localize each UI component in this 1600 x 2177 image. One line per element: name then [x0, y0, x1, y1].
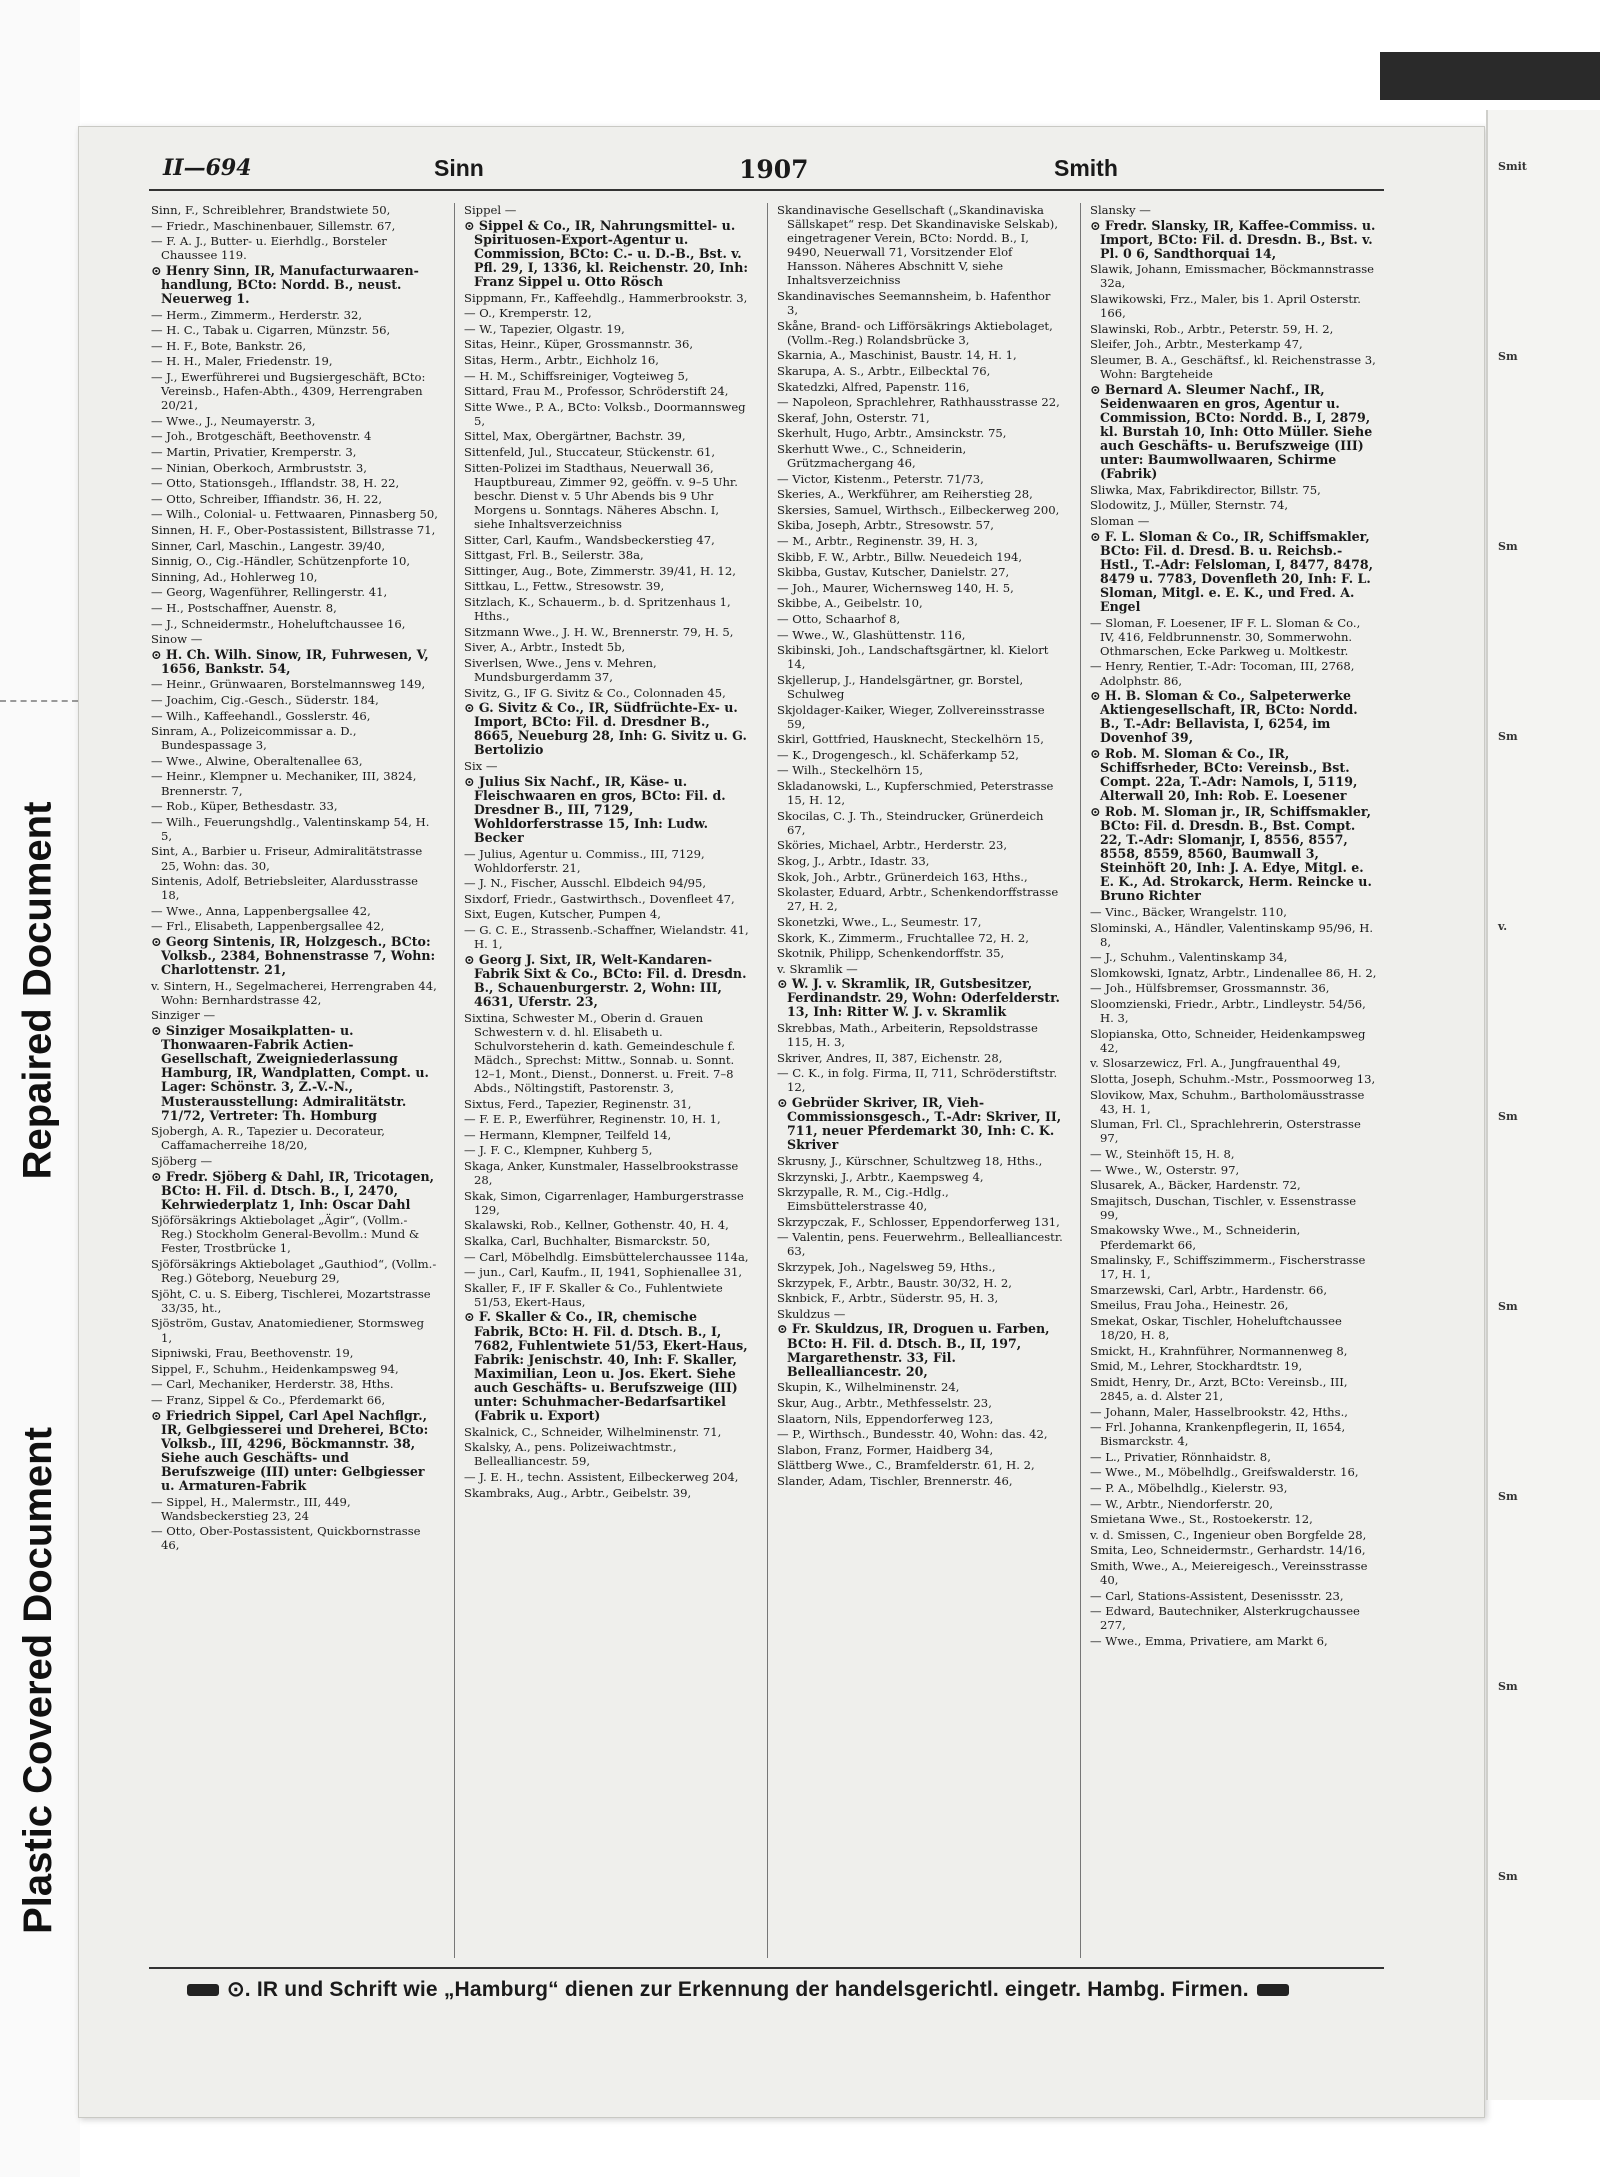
directory-entry: — H. C., Tabak u. Cigarren, Münzstr. 56,	[151, 323, 391, 338]
directory-entry: Sleumer, B. A., Geschäftsf., kl. Reichenstrasse 3, Wohn: Bargteheide	[1090, 352, 1376, 382]
footer-rule	[149, 1967, 1384, 1969]
adjacent-page-fragment: Sm	[1498, 1490, 1518, 1503]
adjacent-page-fragment: Sm	[1498, 1870, 1518, 1883]
column-divider	[454, 203, 455, 1958]
header-rule	[149, 189, 1384, 191]
page-number: II—694	[163, 155, 252, 181]
directory-entry: Skak, Simon, Cigarrenlager, Hamburgerstrasse 129,	[464, 1188, 744, 1217]
directory-entry: Skrzypczak, F., Schlosser, Eppendorferweg 131,	[777, 1214, 1060, 1229]
directory-entry: Smietana Wwe., St., Rostoekerstr. 12,	[1090, 1512, 1313, 1527]
directory-entry: Sittenfeld, Jul., Stuccateur, Stückenstr. 61,	[464, 445, 716, 459]
directory-entry: Sloomzienski, Friedr., Arbtr., Lindleystr. 54/56, H. 3,	[1090, 997, 1366, 1026]
directory-entry: Skambraks, Aug., Arbtr., Geibelstr. 39,	[464, 1485, 692, 1500]
firm-entry: ⊙ Georg J. Sixt, IR, Welt-Kandaren-Fabrik Sixt & Co., BCto: Fil. d. Dresdn. B., Schauenburgerstr. 2, Wohn: III, 4631, Uferstr. 23,	[464, 951, 747, 1009]
directory-entry: Skandinavisches Seemannsheim, b. Hafenthor 3,	[777, 289, 1051, 318]
directory-entry: — C. K., in folg. Firma, II, 711, Schröderstiftstr. 12,	[777, 1066, 1058, 1095]
directory-entry: — Joachim, Cig.-Gesch., Süderstr. 184,	[151, 693, 379, 707]
directory-entry: Sitter, Carl, Kaufm., Wandsbeckerstieg 47,	[464, 532, 715, 547]
directory-entry: Sixtina, Schwester M., Oberin d. Grauen Schwestern v. d. hl. Elisabeth u. Schulvorsteherin d. kath. Gemeindeschule f. Mädch., Sprechst: Mittw., Sonnab. u. Sonnt. 12–1, Mont., Dienst., Donnerst. u. Freit. 7–8 Abds., Nöltingstift, Pastorenstr. 3,	[464, 1010, 736, 1096]
directory-entry: — Henry, Rentier, T.-Adr: Tocoman, III, 2768, Adolphstr. 86,	[1090, 659, 1355, 688]
directory-entry: — Otto, Schaarhof 8,	[777, 612, 901, 627]
directory-entry: — Valentin, pens. Feuerwehrm., Bellealliancestr. 63,	[777, 1230, 1063, 1259]
repaired-document-text: Repaired Document	[15, 801, 60, 1179]
directory-entry: — Victor, Kistenm., Peterstr. 71/73,	[777, 471, 984, 486]
directory-entry: — J. N., Fischer, Ausschl. Elbdeich 94/95,	[464, 876, 707, 891]
directory-entry: Slansky —	[1090, 203, 1151, 217]
running-head-left: Sinn	[434, 155, 484, 181]
directory-entry: Slomkowski, Ignatz, Arbtr., Lindenallee 86, H. 2,	[1090, 965, 1377, 980]
directory-entry: — Wilh., Kaffeehandl., Gosslerstr. 46,	[151, 708, 371, 723]
directory-entry: — Friedr., Maschinenbauer, Sillemstr. 67,	[151, 218, 396, 233]
directory-entry: — H. F., Bote, Bankstr. 26,	[151, 338, 307, 353]
directory-entry: — F. E. P., Ewerführer, Reginenstr. 10, H. 1,	[464, 1112, 721, 1127]
directory-entry: Skaller, F., IF F. Skaller & Co., Fuhlentwiete 51/53, Ekert-Haus,	[464, 1280, 723, 1309]
directory-entry: Smajitsch, Duschan, Tischler, v. Essenstrasse 99,	[1090, 1193, 1357, 1222]
directory-entry: Sjöht, C. u. S. Eiberg, Tischlerei, Mozartstrasse 33/35, ht.,	[151, 1286, 431, 1315]
directory-entry: — Edward, Bautechniker, Alsterkrugchaussee 277,	[1090, 1604, 1360, 1633]
directory-entry: Skatedzki, Alfred, Papenstr. 116,	[777, 379, 970, 394]
directory-entry: Six —	[464, 758, 498, 773]
directory-entry: Skalawski, Rob., Kellner, Gothenstr. 40, H. 4,	[464, 1218, 729, 1233]
directory-entry: Sliwka, Max, Fabrikdirector, Billstr. 75,	[1090, 482, 1321, 497]
directory-entry: — Vinc., Bäcker, Wrangelstr. 110,	[1090, 905, 1287, 919]
cut-line	[0, 700, 78, 702]
directory-entry: — Wilh., Colonial- u. Fettwaaren, Pinnasberg 50,	[151, 507, 438, 522]
directory-entry: — J. E. H., techn. Assistent, Eilbeckerweg 204,	[464, 1469, 739, 1484]
column-divider	[767, 203, 768, 1958]
directory-entry: Sittkau, L., Fettw., Stresowstr. 39,	[464, 579, 665, 594]
directory-entry: — H. M., Schiffsreiniger, Vogteiweg 5,	[464, 368, 689, 383]
directory-entry: — Georg, Wagenführer, Rellingerstr. 41,	[151, 585, 388, 600]
directory-entry: Sitas, Heinr., Küper, Grossmannstr. 36,	[464, 337, 694, 352]
directory-entry: Sluman, Frl. Cl., Sprachlehrerin, Osterstrasse 97,	[1090, 1117, 1361, 1146]
directory-entry: — Heinr., Grünwaaren, Borstelmannsweg 149,	[151, 677, 426, 692]
directory-entry: — Carl, Möbelhdlg. Eimsbüttelerchaussee 114a,	[464, 1249, 749, 1264]
directory-entry: Slawinski, Rob., Arbtr., Peterstr. 59, H. 2,	[1090, 321, 1334, 336]
directory-entry: Smarzewski, Carl, Arbtr., Hardenstr. 66,	[1090, 1282, 1328, 1297]
directory-entry: — Wwe., Alwine, Oberaltenallee 63,	[151, 753, 363, 768]
adjacent-page-fragment: Sm	[1498, 1110, 1518, 1123]
directory-entry: Sittgast, Frl. B., Seilerstr. 38a,	[464, 548, 644, 563]
firm-entry: ⊙ W. J. v. Skramlik, IR, Gutsbesitzer, Ferdinandstr. 29, Wohn: Oderfelderstr. 13, Inh: Ritter W. J. v. Skramlik	[777, 976, 1060, 1020]
directory-entry: Sjobergh, A. R., Tapezier u. Decorateur, Caffamacherreihe 18/20,	[151, 1124, 385, 1153]
directory-entry: — J., Schneidermstr., Hoheluftchaussee 16,	[151, 616, 406, 631]
directory-entry: Sittel, Max, Obergärtner, Bachstr. 39,	[464, 429, 686, 444]
directory-entry: Skalnick, C., Schneider, Wilhelminenstr. 71,	[464, 1424, 722, 1439]
directory-entry: v. Sintern, H., Segelmacherei, Herrengraben 44, Wohn: Bernhardstrasse 42,	[151, 978, 437, 1007]
firm-entry: ⊙ H. B. Sloman & Co., Salpeterwerke Aktiengesellschaft, IR, BCto: Nordd. B., T.-Adr: Bellavista, I, 6254, im Dovenhof 39,	[1090, 688, 1358, 746]
directory-entry: Skirl, Gottfried, Hausknecht, Steckelhörn 15,	[777, 732, 1044, 747]
adjacent-page-fragment: Sm	[1498, 1680, 1518, 1693]
directory-entry: Skok, Joh., Arbtr., Grünerdeich 163, Hths.,	[777, 869, 1028, 884]
directory-entry: Sleifer, Joh., Arbtr., Mesterkamp 47,	[1090, 337, 1303, 352]
column-2	[464, 203, 751, 1958]
directory-entry: Sinn, F., Schreiblehrer, Brandstwiete 50,	[151, 203, 391, 217]
directory-entry: — J., Ewerführerei und Bugsiergeschäft, BCto: Vereinsb., Hafen-Abth., 4309, Herrengraben 20/21,	[151, 370, 426, 413]
adjacent-page-fragment: Sm	[1498, 730, 1518, 743]
directory-entry: Sinnen, H. F., Ober-Postassistent, Billstrasse 71,	[151, 522, 436, 537]
directory-page	[78, 126, 1485, 2118]
directory-entry: — O., Kremperstr. 12,	[464, 306, 592, 321]
column-4	[1090, 203, 1377, 1958]
directory-entry: — Julius, Agentur u. Commiss., III, 7129, Wohldorferstr. 21,	[464, 846, 705, 875]
directory-entry: Sinning, Ad., Hohlerweg 10,	[151, 569, 318, 584]
directory-entry: — Napoleon, Sprachlehrer, Rathhausstrasse 22,	[777, 395, 1060, 410]
directory-entry: — J., Schuhm., Valentinskamp 34,	[1090, 950, 1288, 965]
directory-entry: Skladanowski, L., Kupferschmied, Peterstrasse 15, H. 12,	[777, 779, 1054, 808]
directory-entry: Skersies, Samuel, Wirthsch., Eilbeckerweg 200,	[777, 502, 1060, 517]
directory-entry: Slopianska, Otto, Schneider, Heidenkampsweg 42,	[1090, 1026, 1366, 1055]
firm-entry: ⊙ Sippel & Co., IR, Nahrungsmittel- u. Spirituosen-Export-Agentur u. Commission, BCto: C.- u. D.-B., Bst. v. Pfl. 29, I, 1336, kl. Reichenstr. 20, Inh: Franz Sippel u. Otto Rösch	[464, 217, 749, 289]
binding-strip	[0, 0, 80, 2177]
directory-entry: — Herm., Zimmerm., Herderstr. 32,	[151, 307, 363, 322]
firm-entry: ⊙ F. Skaller & Co., IR, chemische Fabrik, BCto: H. Fil. d. Dtsch. B., I, 7682, Fuhlentwiete 51/53, Ekert-Haus, Fabrik: Jenischstr. 40, Inh: F. Skaller, Maximilian, Leon u. Jos. Ekert. Siehe auch Geschäfts- u. Berufszweige (III) unter: Schuhmacher-Bedarfsartikel (Fabrik u. Export)	[464, 1309, 748, 1424]
directory-entry: Sinziger —	[151, 1008, 216, 1023]
directory-entry: — Joh., Brotgeschäft, Beethovenstr. 4	[151, 429, 372, 444]
directory-entry: Skocilas, C. J. Th., Steindrucker, Grünerdeich 67,	[777, 808, 1044, 837]
directory-entry: — Sloman, F. Loesener, IF F. L. Sloman & Co., IV, 416, Feldbrunnenstr. 30, Sommerwohn. Othmarschen, Ecke Parkweg u. Moltkestr.	[1090, 615, 1361, 658]
directory-entry: Smidt, Henry, Dr., Arzt, BCto: Vereinsb., III, 2845, a. d. Alster 21,	[1090, 1374, 1348, 1403]
directory-entry: Skalsky, A., pens. Polizeiwachtmstr., Bellealliancestr. 59,	[464, 1440, 677, 1469]
directory-entry: — W., Arbtr., Niendorferstr. 20,	[1090, 1496, 1274, 1511]
directory-entry: — Carl, Stations-Assistent, Desenissstr. 23,	[1090, 1588, 1344, 1603]
directory-entry: — Wwe., J., Neumayerstr. 3,	[151, 413, 316, 428]
directory-entry: Skalka, Carl, Buchhalter, Bismarckstr. 50,	[464, 1233, 711, 1248]
firm-entry: ⊙ Georg Sintenis, IR, Holzgesch., BCto: Volksb., 2384, Bohnenstrasse 7, Wohn: Charlottenstr. 21,	[151, 934, 436, 978]
directory-entry: Sjöberg —	[151, 1153, 213, 1168]
directory-entry: Slaatorn, Nils, Eppendorferweg 123,	[777, 1411, 994, 1426]
directory-entry: Sixdorf, Friedr., Gastwirthsch., Dovenfleet 47,	[464, 891, 735, 906]
firm-entry: ⊙ Gebrüder Skriver, IR, Vieh-Commissionsgesch., T.-Adr: Skriver, II, 711, neuer Pferdemarkt 30, Inh: C. K. Skriver	[777, 1095, 1062, 1153]
firm-entry: ⊙ Rob. M. Sloman & Co., IR, Schiffsrheder, BCto: Vereinsb., Bst. Compt. 22a, T.-Adr: Namols, I, 5119, Alterwall 20, Inh: Rob. E. Loesener	[1090, 745, 1358, 804]
directory-entry: — Martin, Privatier, Kremperstr. 3,	[151, 445, 357, 459]
directory-entry: — Carl, Mechaniker, Herderstr. 38, Hths.	[151, 1377, 394, 1392]
directory-entry: — Otto, Ober-Postassistent, Quickbornstrasse 46,	[151, 1524, 421, 1553]
adjacent-page-fragment: Sm	[1498, 540, 1518, 553]
directory-entry: Sjöström, Gustav, Anatomiediener, Stormsweg 1,	[151, 1316, 424, 1345]
directory-entry: Skerhult, Hugo, Arbtr., Amsinckstr. 75,	[777, 426, 1007, 441]
running-head-year: 1907	[739, 155, 809, 184]
directory-entry: Skibbe, A., Geibelstr. 10,	[777, 596, 923, 611]
directory-entry: Skriver, Andres, II, 387, Eichenstr. 28,	[777, 1050, 1003, 1065]
directory-entry: Sitzlach, K., Schauerm., b. d. Spritzenhaus 1, Hths.,	[464, 594, 731, 624]
directory-entry: — P. A., Möbelhdlg., Kielerstr. 93,	[1090, 1481, 1288, 1496]
plastic-covered-text: Plastic Covered Document	[15, 1426, 60, 1934]
directory-entry: — Heinr., Klempner u. Mechaniker, III, 3824, Brennerstr. 7,	[151, 769, 417, 798]
firm-entry: ⊙ Friedrich Sippel, Carl Apel Nachflgr., IR, Gelbgiesserei und Dreherei, BCto: Volksb., III, 4296, Böckmannstr. 38, Siehe auch Geschäfts- und Berufszweige (III) unter: Gelbgiesser u. Armaturen-Fabrik	[151, 1407, 429, 1493]
directory-entry: Skrusny, J., Kürschner, Schultzweg 18, Hths.,	[777, 1153, 1043, 1168]
directory-entry: — K., Drogengesch., kl. Schäferkamp 52,	[777, 747, 1019, 762]
directory-entry: Sippel, F., Schuhm., Heidenkampsweg 94,	[151, 1361, 399, 1376]
directory-entry: Skerhutt Wwe., C., Schneiderin, Grützmachergang 46,	[777, 442, 967, 471]
firm-entry: ⊙ Sinziger Mosaikplatten- u. Thonwaaren-Fabrik Actien-Gesellschaft, Zweigniederlassung Hamburg, IR, Wandplatten, Compt. u. Lager: Schönstr. 3, Z.-V.-N., Musterausstellung: Admiralitätstr. 71/72, Vertreter: Th. Homburg	[151, 1023, 429, 1123]
directory-entry: Sinow —	[151, 632, 203, 647]
directory-entry: Skåne, Brand- och Lifförsäkrings Aktiebolaget, (Vollm.-Reg.) Rolandsbrücke 3,	[777, 318, 1053, 347]
directory-entry: Skiba, Joseph, Arbtr., Stresowstr. 57,	[777, 518, 994, 533]
directory-entry: — H. H., Maler, Friedenstr. 19,	[151, 354, 333, 369]
directory-entry: Sivitz, G., IF G. Sivitz & Co., Colonnaden 45,	[464, 685, 726, 700]
directory-entry: Sitzmann Wwe., J. H. W., Brennerstr. 79, H. 5,	[464, 624, 734, 639]
firm-entry: ⊙ Rob. M. Sloman jr., IR, Schiffsmakler, BCto: Fil. d. Dresdn. B., Bst. Compt. 22, T.-Adr: Slomanjr, I, 8556, 8557, 8558, 8559, 8560, Baumwall 3, Steinhöft 20, Inh: J. A. Edye, Mitgl. e. E. K., Ad. Strokarck, Herm. Reincke u. Bruno Richter	[1090, 803, 1372, 904]
running-head-right: Smith	[1054, 155, 1118, 181]
directory-entry: Skandinavische Gesellschaft („Skandinaviska Sällskapet“ resp. Det Skandinaviske Selskab), eingetragener Verein, BCto: Nordd. B., I, 9490, Neuerwall 71, Vorsitzender Elof Hansson. Näheres Abschnitt V, siehe Inhaltsverzeichniss	[777, 203, 1059, 288]
directory-entry: Sloman —	[1090, 513, 1150, 528]
firm-entry: ⊙ Julius Six Nachf., IR, Käse- u. Fleischwaaren en gros, BCto: Fil. d. Dresdner B., III, 7129, Wohldorferstrasse 15, Inh: Ludw. Becker	[464, 773, 726, 845]
column-divider	[1080, 203, 1081, 1958]
directory-entry: Sixt, Eugen, Kutscher, Pumpen 4,	[464, 907, 661, 922]
adjacent-page-fragment: Sm	[1498, 1300, 1518, 1313]
directory-entry: Skrzynski, J., Arbtr., Kaempsweg 4,	[777, 1169, 984, 1184]
directory-entry: Skarupa, A. S., Arbtr., Eilbecktal 76,	[777, 364, 991, 379]
directory-entry: Smita, Leo, Schneidermstr., Gerhardstr. 14/16,	[1090, 1543, 1366, 1558]
directory-entry: — F. A. J., Butter- u. Eierhdlg., Borsteler Chaussee 119.	[151, 234, 387, 263]
directory-entry: Sinnig, O., Cig.-Händler, Schützenpforte 10,	[151, 554, 411, 569]
directory-entry: Skupin, K., Wilhelminenstr. 24,	[777, 1380, 960, 1395]
directory-entry: Skibinski, Joh., Landschaftsgärtner, kl. Kielort 14,	[777, 643, 1049, 672]
directory-entry: Skeraf, John, Osterstr. 71,	[777, 410, 930, 425]
adjacent-page-fragment: Smit	[1498, 160, 1527, 173]
directory-entry: Sixtus, Ferd., Tapezier, Reginenstr. 31,	[464, 1096, 692, 1111]
directory-entry: — Franz, Sippel & Co., Pferdemarkt 66,	[151, 1392, 386, 1407]
directory-entry: Sköries, Michael, Arbtr., Herderstr. 23,	[777, 838, 1008, 853]
directory-entry: Skog, J., Arbtr., Idastr. 33,	[777, 854, 930, 869]
directory-entry: Sinram, A., Polizeicommissar a. D., Bundespassage 3,	[151, 724, 357, 753]
directory-entry: Skrebbas, Math., Arbeiterin, Repsoldstrasse 115, H. 3,	[777, 1021, 1038, 1050]
directory-entry: — Ninian, Oberkoch, Armbruststr. 3,	[151, 460, 367, 475]
directory-entry: — P., Wirthsch., Bundesstr. 40, Wohn: das. 42,	[777, 1427, 1048, 1442]
plastic-covered-label	[8, 1340, 68, 2020]
directory-entry: Sitte Wwe., P. A., BCto: Volksb., Doormannsweg 5,	[464, 399, 746, 428]
directory-entry: Smalinsky, F., Schiffszimmerm., Fischerstrasse 17, H. 1,	[1090, 1253, 1366, 1282]
footer-text: ⊙. IR und Schrift wie „Hamburg“ dienen zur Erkennung der handelsgerichtl. eingetr. Hambg. Firmen.	[227, 1978, 1249, 2001]
directory-entry: — W., Steinhöft 15, H. 8,	[1090, 1147, 1235, 1161]
directory-entry: Sitten-Polizei im Stadthaus, Neuerwall 36, Hauptbureau, Zimmer 92, geöffn. v. 9–5 Uhr. beschr. Dienst v. 5 Uhr Abends bis 9 Uhr Morgens u. Sonntags. Näheres Abschn. I, siehe Inhaltsverzeichniss	[464, 460, 738, 531]
directory-entry: Slotta, Joseph, Schuhm.-Mstr., Possmoorweg 13,	[1090, 1072, 1376, 1087]
directory-entry: Slander, Adam, Tischler, Brennerstr. 46,	[777, 1473, 1013, 1488]
column-3	[777, 203, 1064, 1958]
directory-entry: — H., Postschaffner, Auenstr. 8,	[151, 600, 337, 615]
directory-entry: Skibba, Gustav, Kutscher, Danielstr. 27,	[777, 565, 1010, 580]
firm-entry: ⊙ Fr. Skuldzus, IR, Droguen u. Farben, BCto: H. Fil. d. Dtsch. B., II, 197, Margarethenstr. 33, Fil. Bellealliancestr. 20,	[777, 1321, 1050, 1379]
directory-entry: Siverlsen, Wwe., Jens v. Mehren, Mundsburgerdamm 37,	[464, 655, 657, 684]
directory-entry: Smith, Wwe., A., Meiereigesch., Vereinsstrasse 40,	[1090, 1559, 1368, 1588]
adjacent-page-fragment: Sm	[1498, 350, 1518, 363]
directory-entry: — Joh., Maurer, Wichernsweg 140, H. 5,	[777, 580, 1014, 595]
directory-entry: Slawik, Johann, Emissmacher, Böckmannstrasse 32a,	[1090, 262, 1375, 291]
directory-entry: Sknbick, F., Arbtr., Süderstr. 95, H. 3,	[777, 1291, 999, 1306]
directory-entry: — Otto, Stationsgeh., Ifflandstr. 38, H. 22,	[151, 476, 400, 491]
directory-entry: Skibb, F. W., Arbtr., Billw. Neuedeich 194,	[777, 549, 1023, 564]
column-1	[151, 203, 438, 1958]
directory-entry: Slabon, Franz, Former, Haidberg 34,	[777, 1442, 994, 1457]
directory-entry: Skork, K., Zimmerm., Fruchtallee 72, H. 2,	[777, 930, 1029, 945]
directory-entry: Skarnia, A., Maschinist, Baustr. 14, H. 1,	[777, 348, 1017, 363]
directory-entry: — Wwe., W., Glashüttenstr. 116,	[777, 627, 966, 642]
directory-entry: Sint, A., Barbier u. Friseur, Admiralitätstrasse 25, Wohn: das. 30,	[151, 844, 423, 873]
directory-entry: Skjoldager-Kaiker, Wieger, Zollvereinsstrasse 59,	[777, 702, 1045, 731]
firm-entry: ⊙ G. Sivitz & Co., IR, Südfrüchte-Ex- u. Import, BCto: Fil. d. Dresdner B., 8665, Neueburg 28, Inh: G. Sivitz u. G. Bertolizio	[464, 700, 747, 758]
directory-entry: Skrzypek, F., Arbtr., Baustr. 30/32, H. 2,	[777, 1275, 1012, 1290]
directory-entry: — Wilh., Steckelhörn 15,	[777, 763, 924, 778]
firm-entry: ⊙ F. L. Sloman & Co., IR, Schiffsmakler, BCto: Fil. d. Dresd. B. u. Reichsb.-Hstl., T.-Adr: Felsloman, I, 8477, 8478, 8479 u. 7783, Dovenfleth 20, Inh: F. L. Sloman, Mitgl. e. E. K., und Fred. A. Engel	[1090, 528, 1373, 615]
directory-entry: — Joh., Hülfsbremser, Grossmannstr. 36,	[1090, 981, 1330, 996]
directory-entry: Slawikowski, Frz., Maler, bis 1. April Osterstr. 166,	[1090, 292, 1361, 321]
directory-entry: — Wwe., Emma, Privatiere, am Markt 6,	[1090, 1634, 1328, 1648]
scan-corner-shadow	[1380, 52, 1600, 100]
directory-entry: — Wwe., W., Osterstr. 97,	[1090, 1162, 1240, 1177]
footer-note	[179, 1977, 1379, 2007]
pointing-hand-icon	[1257, 1984, 1289, 1996]
directory-entry: Sippel —	[464, 203, 517, 217]
directory-entry: v. Slosarzewicz, Frl. A., Jungfrauenthal 49,	[1090, 1056, 1341, 1071]
directory-entry: — Johann, Maler, Hasselbrookstr. 42, Hths.,	[1090, 1404, 1348, 1419]
directory-entry: — Wilh., Feuerungshdlg., Valentinskamp 54, H. 5,	[151, 814, 430, 843]
directory-entry: Smekat, Oskar, Tischler, Hoheluftchaussee 18/20, H. 8,	[1090, 1314, 1342, 1343]
directory-entry: Sippmann, Fr., Kaffeehdlg., Hammerbrookstr. 3,	[464, 290, 748, 305]
adjacent-page-fragment: v.	[1498, 920, 1508, 933]
directory-entry: — Frl. Johanna, Krankenpflegerin, II, 1654, Bismarckstr. 4,	[1090, 1420, 1346, 1449]
directory-entry: Slodowitz, J., Müller, Sternstr. 74,	[1090, 498, 1289, 513]
directory-entry: Skur, Aug., Arbtr., Methfesselstr. 23,	[777, 1395, 992, 1410]
directory-entry: Slovikow, Max, Schuhm., Bartholomäusstrasse 43, H. 1,	[1090, 1087, 1365, 1116]
directory-entry: Sitas, Herm., Arbtr., Eichholz 16,	[464, 352, 659, 367]
directory-entry: Siver, A., Arbtr., Instedt 5b,	[464, 640, 626, 655]
directory-entry: Skrzypalle, R. M., Cig.-Hdlg., Eimsbüttelerstrasse 40,	[777, 1185, 949, 1214]
directory-entry: — G. C. E., Strassenb.-Schaffner, Wielandstr. 41, H. 1,	[464, 923, 749, 952]
directory-entry: Smeilus, Frau Joha., Heinestr. 26,	[1090, 1298, 1289, 1313]
directory-entry: Skaga, Anker, Kunstmaler, Hasselbrookstrasse 28,	[464, 1159, 739, 1188]
directory-entry: Sittard, Frau M., Professor, Schröderstift 24,	[464, 384, 729, 399]
firm-entry: ⊙ Henry Sinn, IR, Manufacturwaaren-handlung, BCto: Nordd. B., neust. Neuerweg 1.	[151, 262, 419, 307]
directory-entry: Smid, M., Lehrer, Stockhardtstr. 19,	[1090, 1359, 1303, 1374]
directory-entry: — J. F. C., Klempner, Kuhberg 5,	[464, 1143, 653, 1158]
directory-entry: — Otto, Schreiber, Iffiandstr. 36, H. 22,	[151, 491, 383, 506]
directory-entry: — Sippel, H., Malermstr., III, 449, Wandsbeckerstieg 23, 24	[151, 1494, 351, 1523]
directory-entry: Sittinger, Aug., Bote, Zimmerstr. 39/41, H. 12,	[464, 563, 736, 578]
directory-entry: Skjellerup, J., Handelsgärtner, gr. Borstel, Schulweg	[777, 672, 1024, 701]
directory-entry: Skolaster, Eduard, Arbtr., Schenkendorffstrasse 27, H. 2,	[777, 885, 1059, 914]
directory-entry: Smickt, H., Krahnführer, Normannenweg 8,	[1090, 1343, 1348, 1358]
directory-entry: — Wwe., M., Möbelhdlg., Greifswalderstr. 16,	[1090, 1465, 1359, 1480]
directory-entry: Sinner, Carl, Maschin., Langestr. 39/40,	[151, 538, 386, 553]
directory-entry: Slättberg Wwe., C., Bramfelderstr. 61, H. 2,	[777, 1458, 1035, 1473]
firm-entry: ⊙ H. Ch. Wilh. Sinow, IR, Fuhrwesen, V, 1656, Bankstr. 54,	[151, 646, 429, 676]
directory-entry: Skrzypek, Joh., Nagelsweg 59, Hths.,	[777, 1260, 996, 1275]
firm-entry: ⊙ Bernard A. Sleumer Nachf., IR, Seidenwaaren en gros, Agentur u. Commission, BCto: Nordd. B., I, 2879, kl. Burstah 10, Inh: Otto Müller. Siehe auch Geschäfts- u. Berufszweige (III) unter: Baumwollwaaren, Schirme (Fabrik)	[1090, 381, 1373, 482]
directory-entry: — Wwe., Anna, Lappenbergsallee 42,	[151, 903, 371, 918]
directory-entry: v. d. Smissen, C., Ingenieur oben Borgfelde 28,	[1090, 1527, 1367, 1542]
directory-entry: — Frl., Elisabeth, Lappenbergsallee 42,	[151, 919, 385, 934]
directory-entry: — W., Tapezier, Olgastr. 19,	[464, 321, 625, 336]
directory-entry: Slusarek, A., Bäcker, Hardenstr. 72,	[1090, 1178, 1301, 1193]
directory-entry: — Hermann, Klempner, Teilfeld 14,	[464, 1127, 672, 1142]
directory-entry: — M., Arbtr., Reginenstr. 39, H. 3,	[777, 534, 978, 549]
directory-entry: Smakowsky Wwe., M., Schneiderin, Pferdemarkt 66,	[1090, 1223, 1301, 1252]
directory-entry: Sintenis, Adolf, Betriebsleiter, Alardusstrasse 18,	[151, 874, 419, 903]
directory-entry: Slominski, A., Händler, Valentinskamp 95/96, H. 8,	[1090, 920, 1374, 949]
directory-entry: Sipniwski, Frau, Beethovenstr. 19,	[151, 1346, 354, 1361]
directory-entry: Skeries, A., Werkführer, am Reiherstieg 28,	[777, 487, 1033, 502]
directory-entry: v. Skramlik —	[777, 961, 858, 976]
firm-entry: ⊙ Fredr. Sjöberg & Dahl, IR, Tricotagen, BCto: H. Fil. d. Dtsch. B., I, 2470, Kehrwiederplatz 1, Inh: Oscar Dahl	[151, 1168, 435, 1212]
directory-entry: Skonetzki, Wwe., L., Seumestr. 17,	[777, 914, 982, 929]
directory-entry: — L., Privatier, Rönnhaidstr. 8,	[1090, 1449, 1271, 1464]
firm-entry: ⊙ Fredr. Slansky, IR, Kaffee-Commiss. u. Import, BCto: Fil. d. Dresdn. B., Bst. v. Pl. 0 6, Sandthorquai 14,	[1090, 217, 1376, 261]
directory-entry: — jun., Carl, Kaufm., II, 1941, Sophienallee 31,	[464, 1265, 743, 1280]
directory-entry: Skotnik, Philipp, Schenkendorffstr. 35,	[777, 946, 1005, 961]
directory-entry: — Rob., Küper, Bethesdastr. 33,	[151, 799, 338, 814]
adjacent-page-edge	[1486, 110, 1600, 2100]
directory-entry: Sjöförsäkrings Aktiebolaget „Gauthiod“, (Vollm.-Reg.) Göteborg, Neueburg 29,	[151, 1257, 437, 1286]
pointing-hand-icon	[187, 1984, 219, 1996]
repaired-document-label	[8, 730, 68, 1250]
directory-entry: Sjöförsäkrings Aktiebolaget „Ägir“, (Vollm.-Reg.) Stockholm General-Bevollm.: Mund & Fester, Trostbrücke 1,	[151, 1213, 420, 1256]
directory-entry: Skuldzus —	[777, 1306, 846, 1321]
